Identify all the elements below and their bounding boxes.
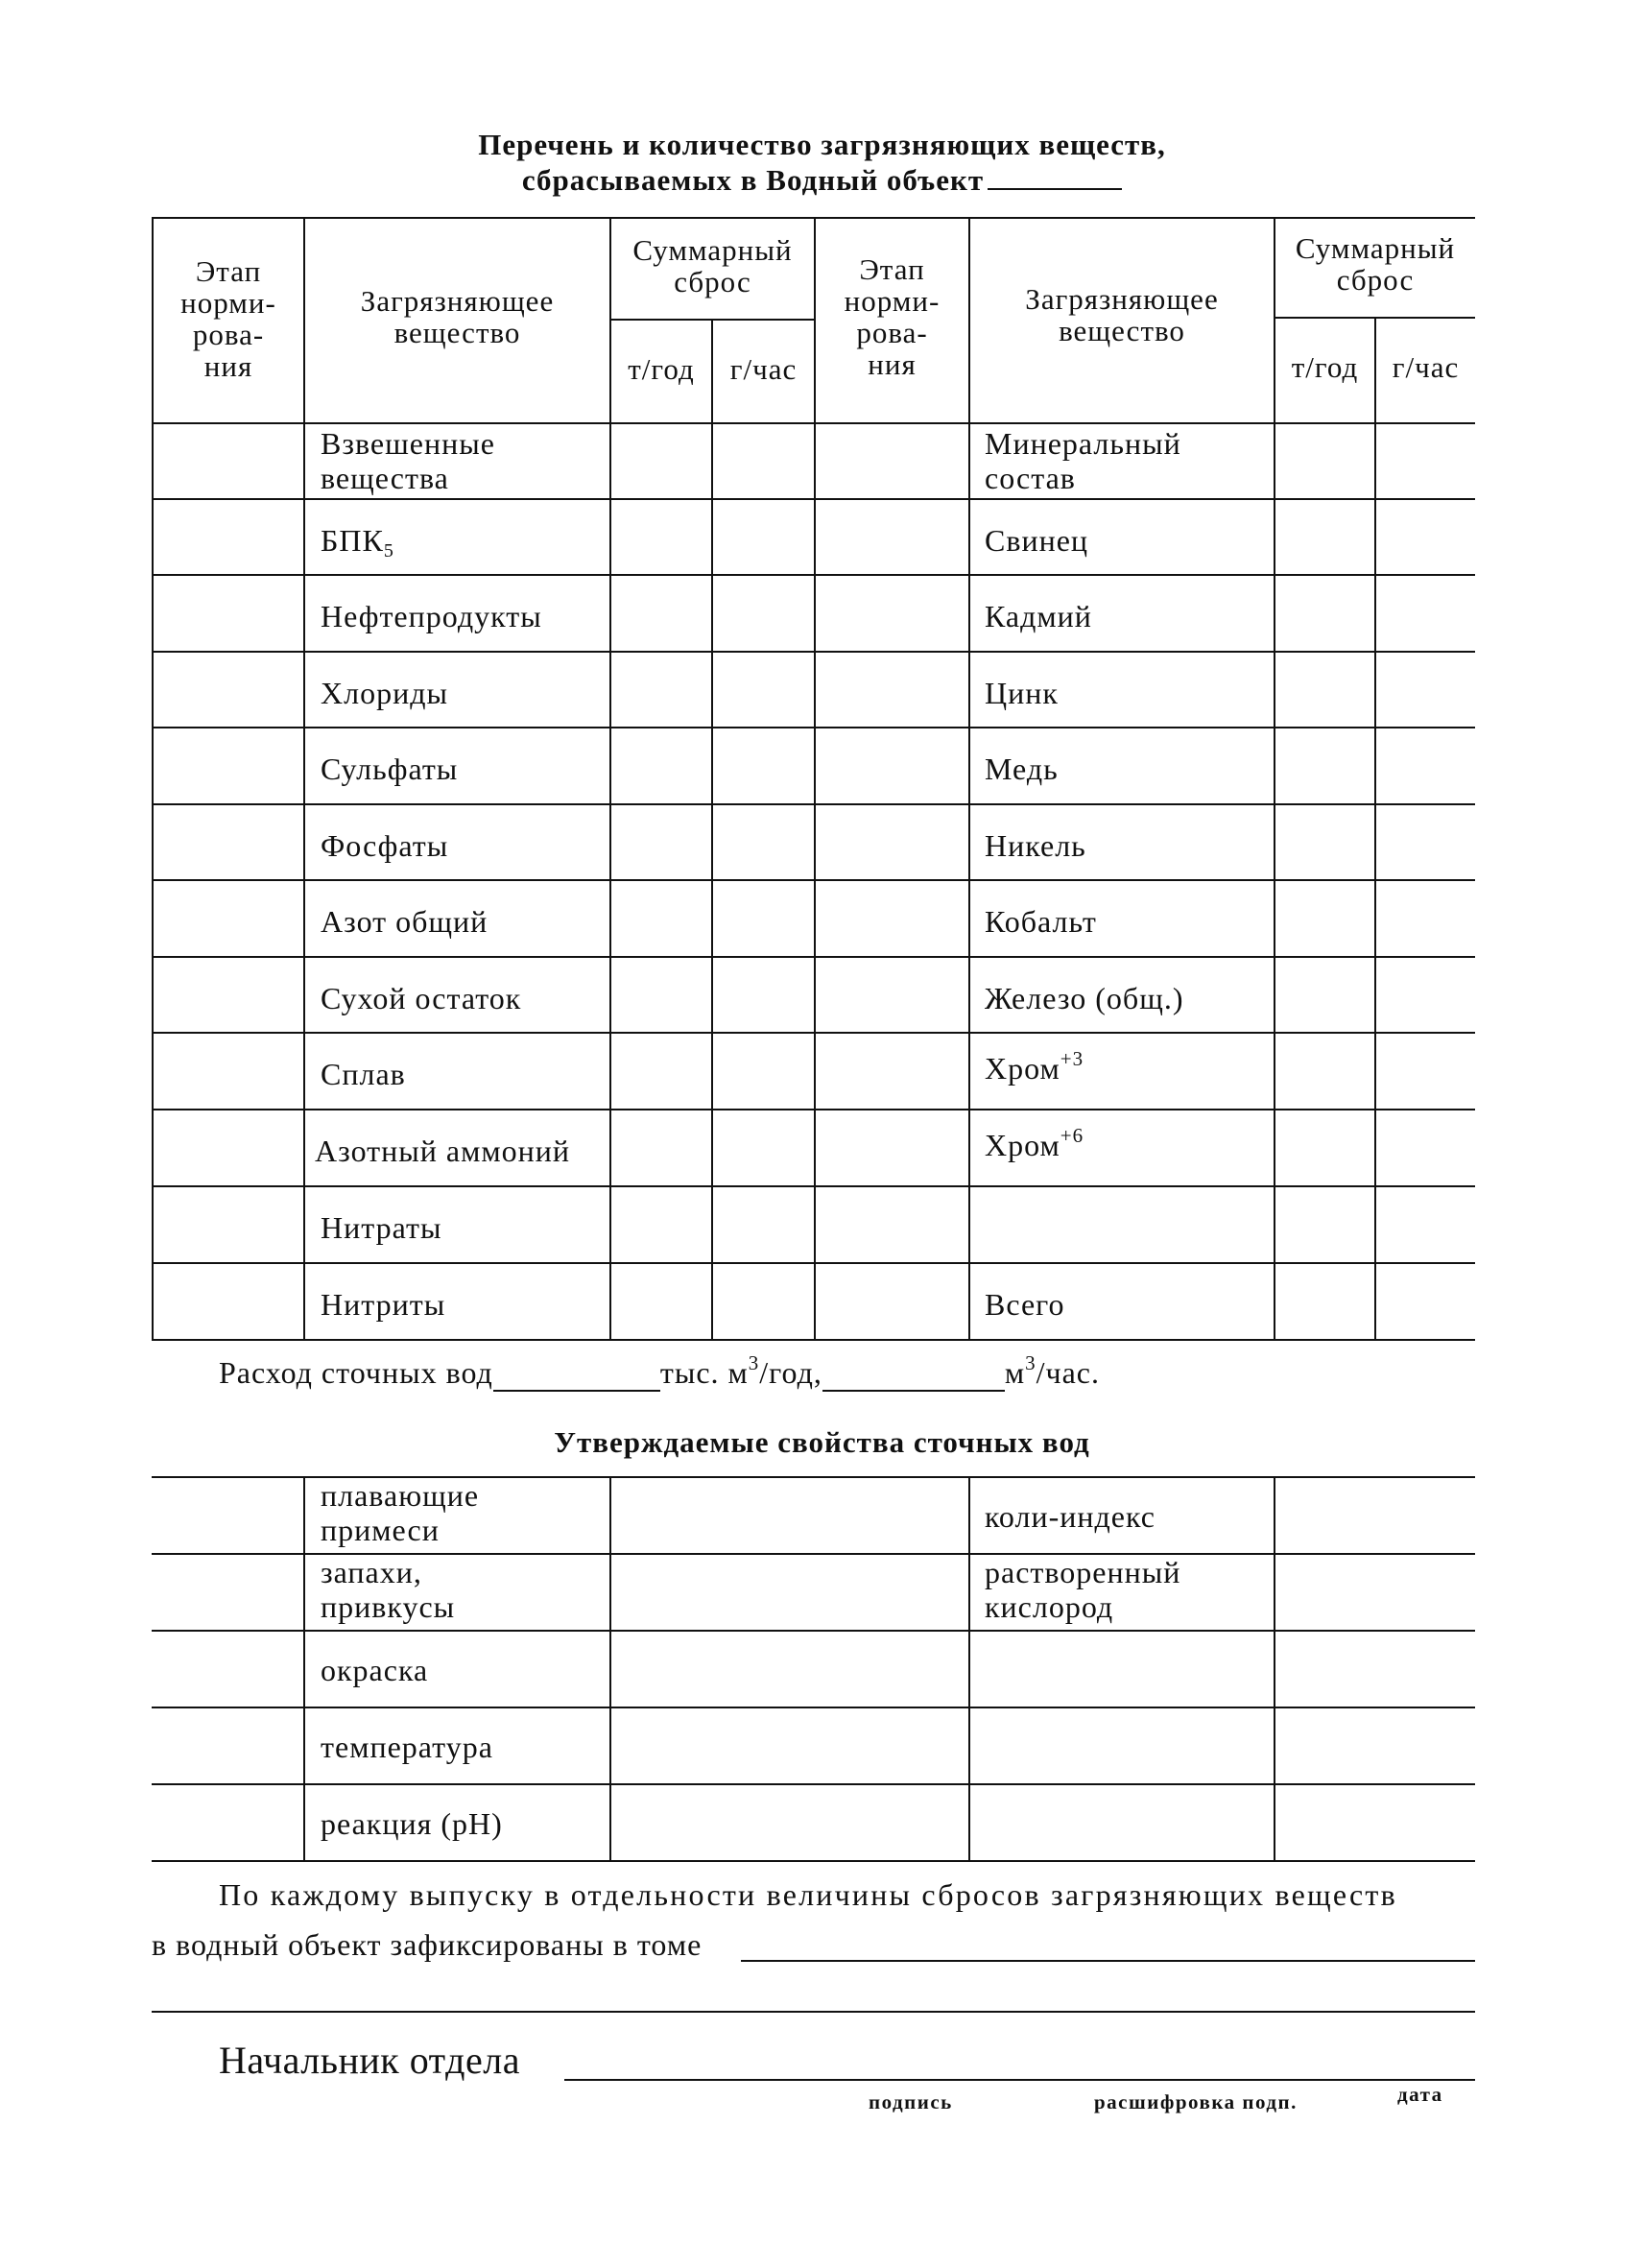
entry-cell[interactable]: [1376, 1110, 1475, 1185]
entry-cell[interactable]: [713, 576, 814, 651]
t2-row-line: [152, 1860, 1475, 1862]
entry-cell[interactable]: [154, 728, 303, 803]
entry-cell[interactable]: [1275, 958, 1374, 1032]
entry-cell[interactable]: [713, 805, 814, 879]
property-entry-cell[interactable]: [1275, 1632, 1475, 1707]
entry-cell[interactable]: [816, 881, 968, 956]
entry-cell[interactable]: [713, 500, 814, 574]
entry-cell[interactable]: [713, 1187, 814, 1262]
property-entry-cell[interactable]: [1275, 1785, 1475, 1860]
header-t-year-left: т/год: [628, 352, 695, 386]
property-entry-cell[interactable]: [611, 1555, 968, 1630]
entry-cell[interactable]: [1275, 728, 1374, 803]
entry-cell[interactable]: [1376, 576, 1475, 651]
entry-cell[interactable]: [1275, 424, 1374, 498]
entry-cell[interactable]: [1376, 728, 1475, 803]
entry-cell[interactable]: [154, 500, 303, 574]
substance-right-row: Хром$^{+3}$: [985, 1047, 1084, 1086]
entry-cell[interactable]: [713, 1034, 814, 1109]
extra-blank-line[interactable]: [152, 2011, 1475, 2013]
header-total-left: Суммарный сброс: [632, 233, 793, 298]
entry-cell[interactable]: [154, 424, 303, 498]
header-t-year-right: т/год: [1291, 350, 1359, 384]
substance-left-row: Азот общий: [321, 904, 488, 939]
entry-cell[interactable]: [713, 1110, 814, 1185]
entry-cell[interactable]: [611, 500, 711, 574]
entry-cell[interactable]: [154, 1187, 303, 1262]
flow-year-blank[interactable]: [493, 1355, 660, 1392]
substance-right-row: Цинк: [985, 676, 1059, 710]
substance-left-row: $БПК_5$: [321, 523, 394, 561]
property-right-row: коли-индекс: [985, 1499, 1156, 1534]
property-entry-cell[interactable]: [611, 1708, 968, 1783]
substance-left-row: Азотный аммоний: [315, 1134, 570, 1168]
entry-cell[interactable]: [611, 653, 711, 727]
form-title-line2-text: сбрасываемых в Водный объект: [521, 163, 985, 197]
property-left-row: температура: [321, 1730, 493, 1764]
property-entry-cell[interactable]: [1275, 1478, 1475, 1553]
substance-right-row: Хром$^{+6}$: [985, 1124, 1084, 1162]
entry-cell[interactable]: [1376, 881, 1475, 956]
property-entry-cell[interactable]: [154, 1478, 303, 1553]
property-left-row: окраска: [321, 1653, 429, 1687]
t2-col-line-1: [303, 1476, 305, 1860]
entry-cell[interactable]: [1376, 653, 1475, 727]
header-stage-left: Этап норми- рова- ния: [180, 254, 276, 383]
chrome3-superscript: +3: [1060, 1047, 1084, 1070]
entry-cell[interactable]: [1275, 1187, 1374, 1262]
property-entry-cell[interactable]: [154, 1555, 303, 1630]
property-entry-cell[interactable]: [154, 1708, 303, 1783]
col-line-2: [303, 217, 305, 1340]
entry-cell[interactable]: [713, 1264, 814, 1339]
property-entry-cell[interactable]: [611, 1785, 968, 1860]
wastewater-flow-line: [219, 1351, 1100, 1392]
entry-cell[interactable]: [1275, 1034, 1374, 1109]
substance-right-row: Кадмий: [985, 599, 1092, 633]
entry-cell[interactable]: [154, 576, 303, 651]
entry-cell[interactable]: [1376, 805, 1475, 879]
date-caption: дата: [1397, 2083, 1443, 2106]
footer-paragraph-line1: По каждому выпуску в отдельности величины сбросов загрязняющих веществ: [219, 1877, 1397, 1912]
substance-right-row: Никель: [985, 828, 1086, 863]
entry-cell[interactable]: [154, 653, 303, 727]
header-g-hour-left: г/час: [729, 352, 798, 386]
entry-cell[interactable]: [611, 1264, 711, 1339]
substance-left-row: Хлориды: [321, 676, 448, 710]
entry-cell[interactable]: [611, 728, 711, 803]
entry-cell[interactable]: [713, 424, 814, 498]
footer-paragraph-line2: [152, 1927, 702, 1962]
entry-cell[interactable]: [816, 1264, 968, 1339]
signature-caption: подпись: [869, 2090, 953, 2113]
form-title-line1: Перечень и количество загрязняющих веществ,: [478, 128, 1166, 161]
properties-title: Утверждаемые свойства сточных вод: [554, 1425, 1090, 1459]
entry-cell[interactable]: [154, 805, 303, 879]
entry-cell[interactable]: [1376, 1264, 1475, 1339]
entry-cell[interactable]: [816, 424, 968, 498]
flow-unit2-tail: /час.: [1036, 1355, 1100, 1390]
entry-cell[interactable]: [816, 576, 968, 651]
entry-cell[interactable]: [816, 728, 968, 803]
substance-left-row: Фосфаты: [321, 828, 449, 863]
property-entry-cell[interactable]: [1275, 1555, 1475, 1630]
entry-cell[interactable]: [713, 881, 814, 956]
entry-cell[interactable]: [611, 881, 711, 956]
entry-cell[interactable]: [611, 424, 711, 498]
entry-cell[interactable]: [611, 958, 711, 1032]
entry-cell[interactable]: [1275, 1110, 1374, 1185]
volume-blank-line[interactable]: [741, 1960, 1475, 1962]
entry-cell[interactable]: [154, 958, 303, 1032]
chief-signature-line[interactable]: [564, 2079, 1475, 2081]
entry-cell[interactable]: [816, 653, 968, 727]
substance-left-row: Сплав: [321, 1057, 406, 1091]
entry-cell[interactable]: [816, 958, 968, 1032]
property-left-row: реакция (рН): [321, 1806, 503, 1841]
flow-unit1: тыс. м: [659, 1355, 749, 1390]
footer-paragraph-line2-text: в водный объект зафиксированы в томе: [152, 1927, 703, 1962]
entry-cell[interactable]: [816, 500, 968, 574]
entry-cell[interactable]: [816, 805, 968, 879]
substance-right-row: Железо (общ.): [985, 981, 1184, 1015]
entry-cell[interactable]: [816, 1034, 968, 1109]
substance-right-row: Кобальт: [985, 904, 1097, 939]
entry-cell[interactable]: [1376, 1187, 1475, 1262]
col-line-6: [968, 217, 970, 1340]
substance-right-row: Всего: [985, 1287, 1065, 1322]
substance-left-row: Нитриты: [321, 1287, 446, 1322]
bpk-subscript: 5: [383, 540, 394, 561]
entry-cell[interactable]: [611, 805, 711, 879]
entry-cell[interactable]: [611, 1187, 711, 1262]
substance-right-row: Медь: [985, 752, 1059, 786]
entry-cell[interactable]: [1275, 500, 1374, 574]
property-right-row: растворенный кислород: [985, 1555, 1181, 1624]
entry-cell[interactable]: [713, 958, 814, 1032]
entry-cell[interactable]: [154, 1264, 303, 1339]
header-stage-right: Этап норми- рова- ния: [844, 252, 941, 381]
header-substance-right: Загрязняющее вещество: [1025, 282, 1219, 347]
entry-cell[interactable]: [1376, 500, 1475, 574]
entry-cell[interactable]: [1275, 1264, 1374, 1339]
header-g-hour-right: г/час: [1392, 350, 1460, 384]
flow-unit2: м: [1004, 1355, 1026, 1390]
property-left-row: запахи, привкусы: [321, 1555, 456, 1624]
flow-hour-blank[interactable]: [822, 1355, 1005, 1392]
substance-left-row: Сульфаты: [321, 752, 459, 786]
entry-cell[interactable]: [1275, 805, 1374, 879]
entry-cell[interactable]: [713, 728, 814, 803]
entry-cell[interactable]: [713, 653, 814, 727]
substance-left-row: Нитраты: [321, 1210, 442, 1245]
entry-cell[interactable]: [816, 1187, 968, 1262]
flow-label: Расход сточных вод: [219, 1355, 493, 1390]
entry-cell[interactable]: [611, 1110, 711, 1185]
water-object-blank[interactable]: [988, 188, 1122, 190]
header-substance-left: Загрязняющее вещество: [360, 284, 555, 349]
form-title-line2: [0, 163, 1644, 198]
t2-col-line-3: [968, 1476, 970, 1860]
decode-caption: расшифровка подп.: [1094, 2090, 1298, 2113]
header-total-right: Суммарный сброс: [1295, 231, 1456, 297]
entry-cell[interactable]: [1275, 653, 1374, 727]
entry-cell[interactable]: [154, 1110, 303, 1185]
chrome6-superscript: +6: [1060, 1124, 1084, 1147]
chief-label: Начальник отдела: [219, 2039, 520, 2082]
entry-cell[interactable]: [1275, 881, 1374, 956]
entry-cell[interactable]: [1376, 424, 1475, 498]
property-left-row: плавающие примеси: [321, 1478, 480, 1547]
flow-unit1-tail: /год,: [759, 1355, 822, 1390]
substance-left-row: Взвешенные вещества: [321, 426, 495, 495]
entry-cell[interactable]: [1275, 576, 1374, 651]
property-entry-cell[interactable]: [611, 1478, 968, 1553]
property-entry-cell[interactable]: [154, 1785, 303, 1860]
substance-right-row: Минеральный состав: [985, 426, 1181, 495]
flow-unit1-sup: 3: [748, 1351, 760, 1374]
property-entry-cell[interactable]: [154, 1632, 303, 1707]
entry-cell[interactable]: [154, 881, 303, 956]
entry-cell[interactable]: [816, 1110, 968, 1185]
entry-cell[interactable]: [1376, 1034, 1475, 1109]
flow-unit2-sup: 3: [1025, 1351, 1036, 1374]
substance-left-row: Сухой остаток: [321, 981, 522, 1015]
entry-cell[interactable]: [611, 1034, 711, 1109]
entry-cell[interactable]: [154, 1034, 303, 1109]
entry-cell[interactable]: [611, 576, 711, 651]
property-entry-cell[interactable]: [1275, 1708, 1475, 1783]
entry-cell[interactable]: [1376, 958, 1475, 1032]
property-entry-cell[interactable]: [611, 1632, 968, 1707]
substance-left-row: Нефтепродукты: [321, 599, 542, 633]
substance-right-row: Свинец: [985, 523, 1089, 558]
